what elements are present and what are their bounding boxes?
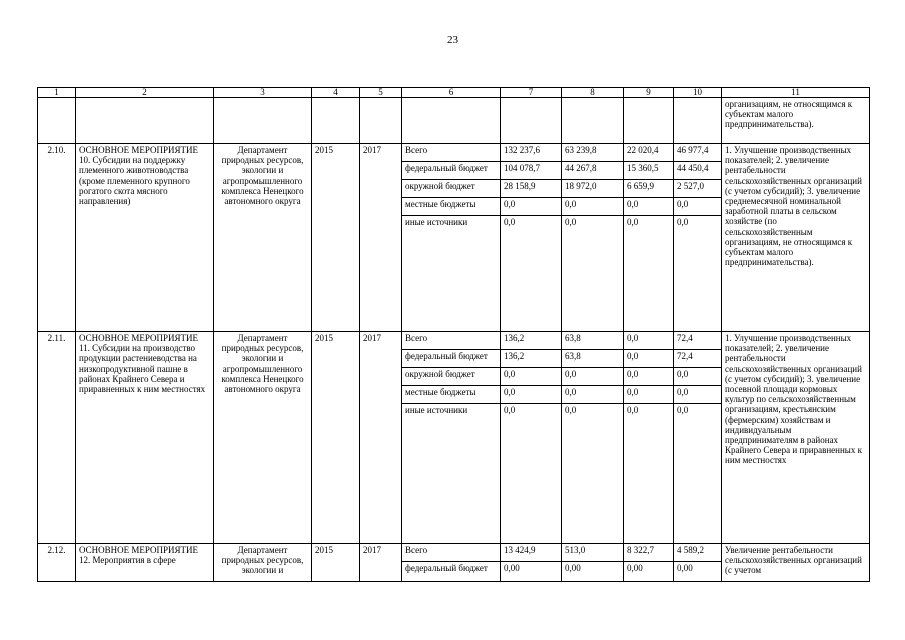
col-number: 10 xyxy=(674,88,722,98)
funding-value: 0,0 xyxy=(624,350,674,368)
table-row xyxy=(38,332,870,350)
col-number: 9 xyxy=(624,88,674,98)
funding-value: 28 158,9 xyxy=(501,180,562,198)
funding-value: 0,0 xyxy=(624,216,674,332)
end-year: 2017 xyxy=(360,544,402,582)
activity-name: ОСНОВНОЕ МЕРОПРИЯТИЕ 10. Субсидии на поддержку племенного животноводства (кроме племенного крупного рогатого скота мясного направления) xyxy=(76,144,214,332)
activity-name: ОСНОВНОЕ МЕРОПРИЯТИЕ 11. Субсидии на производство продукции растениеводства на низкопродуктивной пашне в районах Крайнего Севера и приравненных к ним местностях xyxy=(76,332,214,544)
funding-value: 0,0 xyxy=(624,332,674,350)
executor: Департамент природных ресурсов, экологии и xyxy=(214,544,312,582)
expected-result: 1. Улучшение производственных показателей; 2. увеличение рентабельности сельскохозяйственных организаций (с учетом субсидий); 3. увеличение посевной площади кормовых культур по сельскохозяйственным организациям, крестьянским (фермерским) хозяйствам и индивидуальным предпринимателям в районах Крайнего Севера и приравненных к ним местностях xyxy=(722,332,870,544)
funding-source: окружной бюджет xyxy=(402,180,501,198)
funding-value: 15 360,5 xyxy=(624,162,674,180)
col-number: 7 xyxy=(501,88,562,98)
funding-value: 0,00 xyxy=(674,562,722,582)
executor: Департамент природных ресурсов, экологии и агропромышленного комплекса Ненецкого автономного округа xyxy=(214,144,312,332)
funding-value: 104 078,7 xyxy=(501,162,562,180)
funding-value: 0,0 xyxy=(501,404,562,544)
expected-result: 1. Улучшение производственных показателей; 2. увеличение рентабельности сельскохозяйственных организаций (с учетом субсидий); 3. увеличение среднемесячной номинальной заработной платы в сельском хозяйстве (по сельскохозяйственным организациям, не относящимся к субъектам малого предпринимательства). xyxy=(722,144,870,332)
start-year: 2015 xyxy=(312,144,360,332)
funding-value: 0,0 xyxy=(562,386,624,404)
funding-source: окружной бюджет xyxy=(402,368,501,386)
funding-source: Всего xyxy=(402,544,501,562)
funding-source: федеральный бюджет xyxy=(402,350,501,368)
funding-value: 22 020,4 xyxy=(624,144,674,162)
funding-value: 44 450,4 xyxy=(674,162,722,180)
start-year: 2015 xyxy=(312,332,360,544)
program-table xyxy=(37,87,870,582)
col-number: 2 xyxy=(76,88,214,98)
funding-value: 0,0 xyxy=(674,198,722,216)
funding-value: 72,4 xyxy=(674,350,722,368)
funding-value: 0,0 xyxy=(562,216,624,332)
funding-source: Всего xyxy=(402,332,501,350)
funding-value: 136,2 xyxy=(501,350,562,368)
funding-value: 2 527,0 xyxy=(674,180,722,198)
row-number: 2.10. xyxy=(38,144,76,332)
col-number: 3 xyxy=(214,88,312,98)
funding-source: иные источники xyxy=(402,216,501,332)
funding-value: 13 424,9 xyxy=(501,544,562,562)
funding-value: 4 589,2 xyxy=(674,544,722,562)
funding-source: местные бюджеты xyxy=(402,386,501,404)
funding-value: 0,0 xyxy=(562,198,624,216)
funding-value: 0,0 xyxy=(501,368,562,386)
funding-source: Всего xyxy=(402,144,501,162)
funding-value: 0,0 xyxy=(562,368,624,386)
end-year: 2017 xyxy=(360,332,402,544)
funding-value: 63,8 xyxy=(562,332,624,350)
funding-value: 46 977,4 xyxy=(674,144,722,162)
expected-result: Увеличение рентабельности сельскохозяйственных организаций (с учетом xyxy=(722,544,870,582)
row-number: 2.11. xyxy=(38,332,76,544)
funding-value: 6 659,9 xyxy=(624,180,674,198)
funding-source: федеральный бюджет xyxy=(402,162,501,180)
col-number: 11 xyxy=(722,88,870,98)
funding-value: 513,0 xyxy=(562,544,624,562)
funding-value: 0,0 xyxy=(674,404,722,544)
end-year: 2017 xyxy=(360,144,402,332)
funding-value: 0,0 xyxy=(624,198,674,216)
funding-value: 132 237,6 xyxy=(501,144,562,162)
col-number: 1 xyxy=(38,88,76,98)
executor: Департамент природных ресурсов, экологии и агропромышленного комплекса Ненецкого автономного округа xyxy=(214,332,312,544)
continuation-text: организациям, не относящимся к субъектам малого предпринимательства). xyxy=(722,98,870,144)
funding-value: 0,0 xyxy=(624,386,674,404)
funding-value: 0,00 xyxy=(562,562,624,582)
funding-value: 0,00 xyxy=(501,562,562,582)
start-year: 2015 xyxy=(312,544,360,582)
activity-name: ОСНОВНОЕ МЕРОПРИЯТИЕ 12. Мероприятия в сфере xyxy=(76,544,214,582)
col-number: 6 xyxy=(402,88,501,98)
row-number: 2.12. xyxy=(38,544,76,582)
column-number-row xyxy=(38,88,870,98)
funding-source: местные бюджеты xyxy=(402,198,501,216)
funding-value: 18 972,0 xyxy=(562,180,624,198)
funding-value: 44 267,8 xyxy=(562,162,624,180)
funding-value: 63 239,8 xyxy=(562,144,624,162)
funding-value: 136,2 xyxy=(501,332,562,350)
funding-value: 0,0 xyxy=(674,216,722,332)
continuation-row xyxy=(38,98,870,144)
funding-value: 0,0 xyxy=(562,404,624,544)
funding-value: 63,8 xyxy=(562,350,624,368)
page-number: 23 xyxy=(447,34,458,46)
funding-value: 0,0 xyxy=(501,198,562,216)
funding-source: иные источники xyxy=(402,404,501,544)
col-number: 8 xyxy=(562,88,624,98)
funding-value: 0,00 xyxy=(624,562,674,582)
col-number: 4 xyxy=(312,88,360,98)
funding-value: 0,0 xyxy=(674,386,722,404)
table-row xyxy=(38,544,870,562)
funding-value: 0,0 xyxy=(624,368,674,386)
funding-value: 0,0 xyxy=(624,404,674,544)
table-row xyxy=(38,144,870,162)
col-number: 5 xyxy=(360,88,402,98)
funding-source: федеральный бюджет xyxy=(402,562,501,582)
funding-value: 0,0 xyxy=(674,368,722,386)
funding-value: 0,0 xyxy=(501,216,562,332)
funding-value: 8 322,7 xyxy=(624,544,674,562)
funding-value: 0,0 xyxy=(501,386,562,404)
funding-value: 72,4 xyxy=(674,332,722,350)
